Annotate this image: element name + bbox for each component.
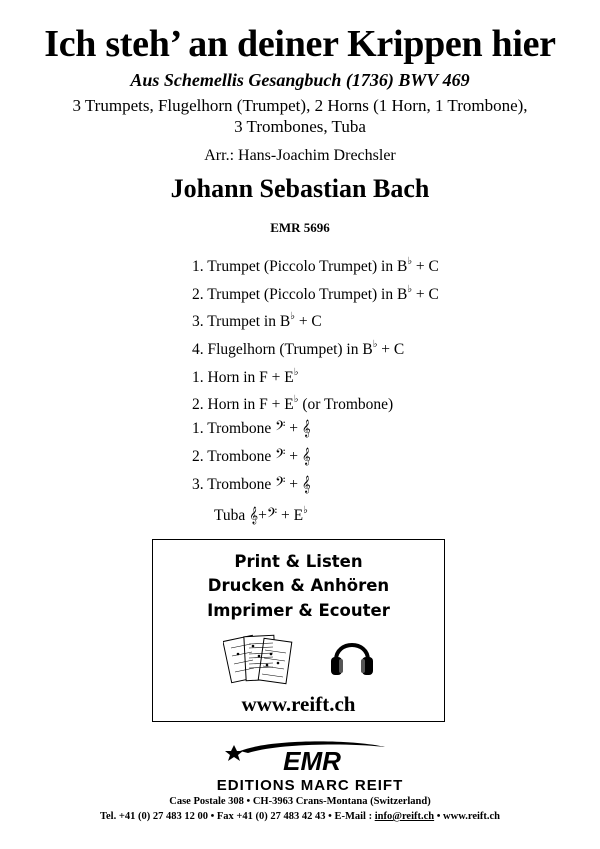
- emr-logo: [200, 737, 420, 793]
- flat-sign: ♭: [407, 256, 413, 267]
- part-item: 3. Trombone 𝄢 + 𝄞: [192, 473, 311, 493]
- bass-clef-icon: 𝄢: [266, 505, 278, 525]
- flat-sign: ♭: [293, 394, 299, 406]
- publisher-address: Case Postale 308 • CH-3963 Crans-Montana (Switzerland): [169, 796, 431, 807]
- promo-url[interactable]: www.reift.ch: [241, 692, 356, 716]
- catalog-code: EMR 5696: [270, 220, 330, 235]
- parts-list: [192, 252, 492, 529]
- sheet-music-icon: [223, 632, 295, 686]
- treble-clef-icon: 𝄞: [249, 506, 259, 525]
- arranger: Arr.: Hans-Joachim Drechsler: [204, 147, 396, 164]
- flat-sign: ♭: [372, 339, 378, 351]
- promo-line-en: Print & Listen: [234, 552, 363, 571]
- bass-clef-icon: 𝄢: [275, 445, 286, 465]
- part-item: 3. Trumpet in B♭ + C: [192, 311, 322, 331]
- bass-clef-icon: 𝄢: [275, 418, 286, 438]
- part-item-tuba: Tuba 𝄞+𝄢 + E♭: [214, 505, 308, 525]
- composer: Johann Sebastian Bach: [170, 174, 430, 203]
- part-item: 2. Trumpet (Piccolo Trumpet) in B♭ + C: [192, 283, 439, 303]
- instrumentation-line-1: 3 Trumpets, Flugelhorn (Trumpet), 2 Horns (1 Horn, 1 Trombone),: [72, 96, 528, 115]
- flat-sign: ♭: [303, 505, 308, 517]
- promo-line-fr: Imprimer & Ecouter: [207, 601, 390, 620]
- flat-sign: ♭: [407, 283, 413, 295]
- treble-clef-icon: 𝄞: [301, 474, 311, 493]
- part-item: 2. Horn in F + E♭ (or Trombone): [192, 394, 394, 414]
- part-item: 1. Horn in F + E♭: [192, 366, 299, 386]
- promo-line-de: Drucken & Anhören: [207, 576, 390, 595]
- treble-clef-icon: 𝄞: [301, 446, 311, 465]
- email-link[interactable]: info@reift.ch: [374, 811, 435, 822]
- piece-title: Ich steh’ an deiner Krippen hier: [44, 23, 556, 65]
- instrumentation-line-2: 3 Trombones, Tuba: [234, 117, 366, 136]
- logo-mark: EMR: [283, 746, 341, 776]
- headphones-icon: [327, 630, 377, 680]
- flat-sign: ♭: [290, 311, 295, 323]
- flat-sign: ♭: [293, 366, 299, 378]
- part-item: 1. Trombone 𝄢 + 𝄞: [192, 418, 311, 438]
- piece-subtitle: Aus Schemellis Gesangbuch (1736) BWV 469: [130, 70, 470, 90]
- publisher-contact: Tel. +41 (0) 27 483 12 00 • Fax +41 (0) 27 483 42 43 • E-Mail : info@reift.ch • www.reift.ch: [99, 811, 501, 822]
- part-item: 4. Flugelhorn (Trumpet) in B♭ + C: [192, 339, 405, 359]
- part-item: 1. Trumpet (Piccolo Trumpet) in B♭ + C: [192, 256, 439, 275]
- publisher-name: EDITIONS MARC REIFT: [216, 777, 404, 793]
- treble-clef-icon: 𝄞: [301, 419, 311, 438]
- bass-clef-icon: 𝄢: [275, 473, 286, 493]
- print-listen-box: [152, 539, 445, 722]
- part-item: 2. Trombone 𝄢 + 𝄞: [192, 445, 311, 465]
